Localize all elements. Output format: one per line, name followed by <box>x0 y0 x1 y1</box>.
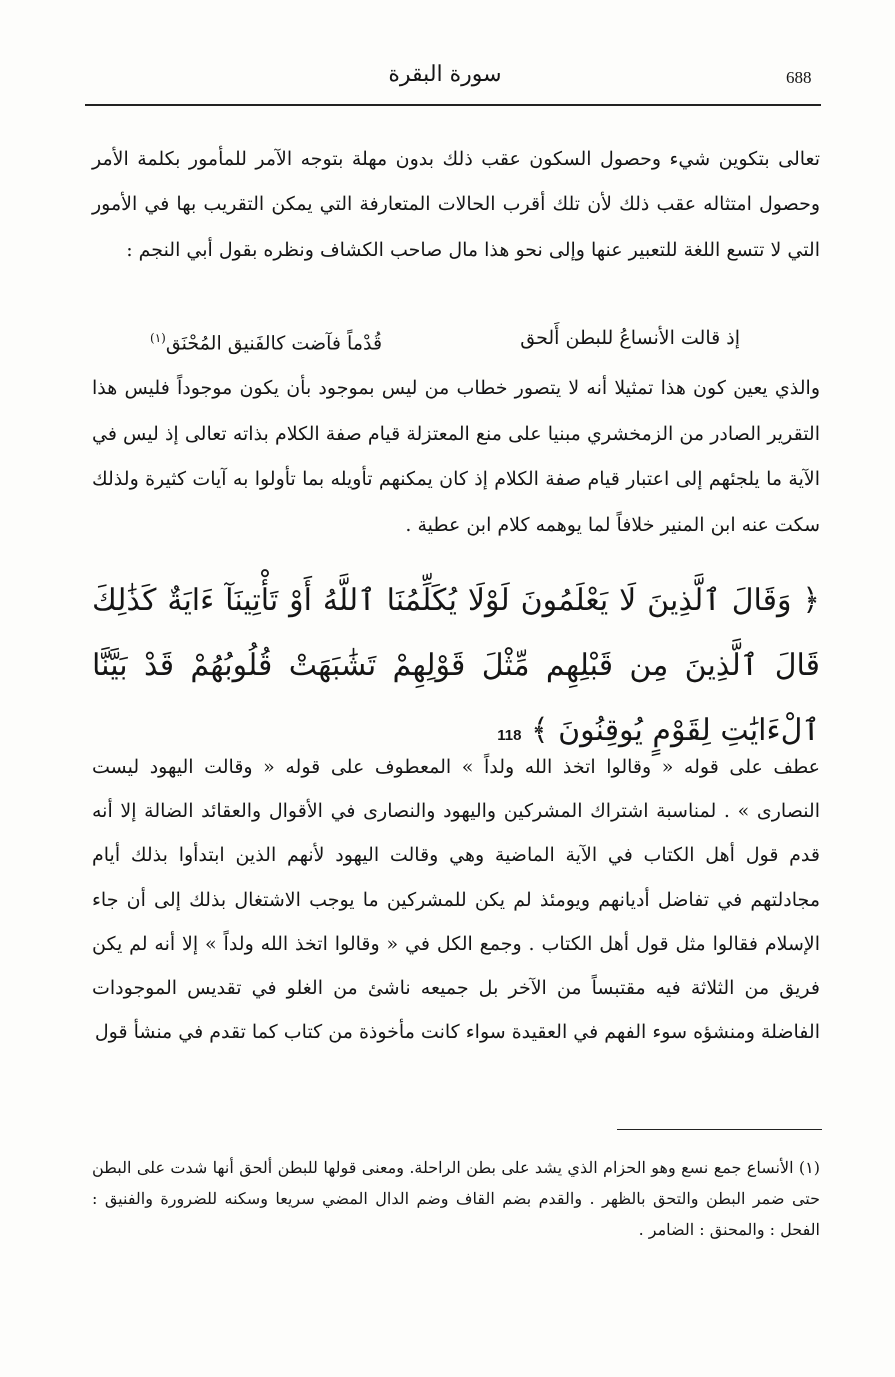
poetry-verse <box>150 318 740 363</box>
quran-verse-block <box>92 568 820 768</box>
verse-hemistich-2-wrap <box>150 318 382 363</box>
running-title: سورة البقرة <box>388 62 502 87</box>
quran-verse-text: ﴿ وَقَالَ ٱلَّذِينَ لَا يَعْلَمُونَ لَوْلَا يُكَلِّمُنَا ٱللَّهُ أَوْ تَأْتِينَآ ءَايَةٌ كَذَٰلِكَ قَالَ ٱلَّذِينَ مِن قَبْلِهِم مِّثْلَ قَوْلِهِمْ تَشَٰبَهَتْ قُلُوبُهُمْ قَدْ بَيَّنَّا ٱلْءَايَٰتِ لِقَوْمٍ يُوقِنُونَ ﴾ <box>92 583 820 748</box>
footnote-reference: (١) <box>150 331 166 345</box>
paragraph-1: تعالى بتكوين شيء وحصول السكون عقب ذلك بدون مهلة بتوجه الآمر للمأمور بكلمة الأمر وحصول امتثاله عقب ذلك لأن تلك أقرب الحالات المتعارفة التي يمكن التقريب بها في الأمور التي لا تتسع اللغة للتعبير عنها وإلى نحو هذا مال صاحب الكشاف ونظره بقول أبي النجم : <box>92 148 820 261</box>
verse-hemistich-1: إذ قالت الأنساعُ للبطن أَلحق <box>520 327 740 349</box>
verse-hemistich-2: قُدْماً فآضت كالفَنيق المُحْنَق <box>165 332 383 355</box>
header-rule <box>85 104 821 106</box>
paragraph-3: عطف على قوله « وقالوا اتخذ الله ولداً » المعطوف على قوله « وقالت اليهود ليست النصارى » . لمناسبة اشتراك المشركين واليهود والنصارى في الأقوال والعقائد الضالة إلا أنه قدم قول أهل الكتاب في الآية الماضية وهي وقالت اليهود لأنهم الذين ابتدأوا بذلك أيام مجادلتهم في تفاضل أديانهم ويومئذ لم يكن للمشركين ما يوجب الاشتغال بذلك إلى أن جاء الإسلام فقالوا مثل قول أهل الكتاب . وجمع الكل في « وقالوا اتخذ الله ولداً » إلا أنه لم يكن فريق من الثلاثة فيه مقتبساً من الآخر بل جميعه ناشئ من الغلو في تقديس الموجودات الفاضلة ومنشؤه سوء الفهم في العقيدة سواء كانت مأخوذة من كتاب كما تقدم في منشأ قول <box>92 756 820 1044</box>
footnote-rule <box>617 1129 822 1130</box>
footnote: (١) الأنساع جمع نسع وهو الحزام الذي يشد على بطن الراحلة. ومعنى قولها للبطن ألحق أنها شدت على البطن حتى ضمر البطن والتحق بالظهر . والقدم بضم القاف وضم الدال المضي سريعا وسكنه للضرورة والفنيق : الفحل : والمحنق : الضامر . <box>92 1158 820 1239</box>
paragraph-2: والذي يعين كون هذا تمثيلا أنه لا يتصور خطاب من ليس بموجود بأن يكون موجوداً فليس هذا التقرير الصادر من الزمخشري مبنيا على منع المعتزلة قيام صفة الكلام بذاته تعالى إذ ليس في الآية ما يلجئهم إلى اعتبار قيام صفة الكلام إذ كان يمكنهم تأويله بما تأولوا به آيات كثيرة ولذلك سكت عنه ابن المنير خلافاً لما يوهمه كلام ابن عطية . <box>92 377 820 536</box>
ayah-number: 118 <box>497 727 522 744</box>
page-number: 688 <box>786 68 812 87</box>
